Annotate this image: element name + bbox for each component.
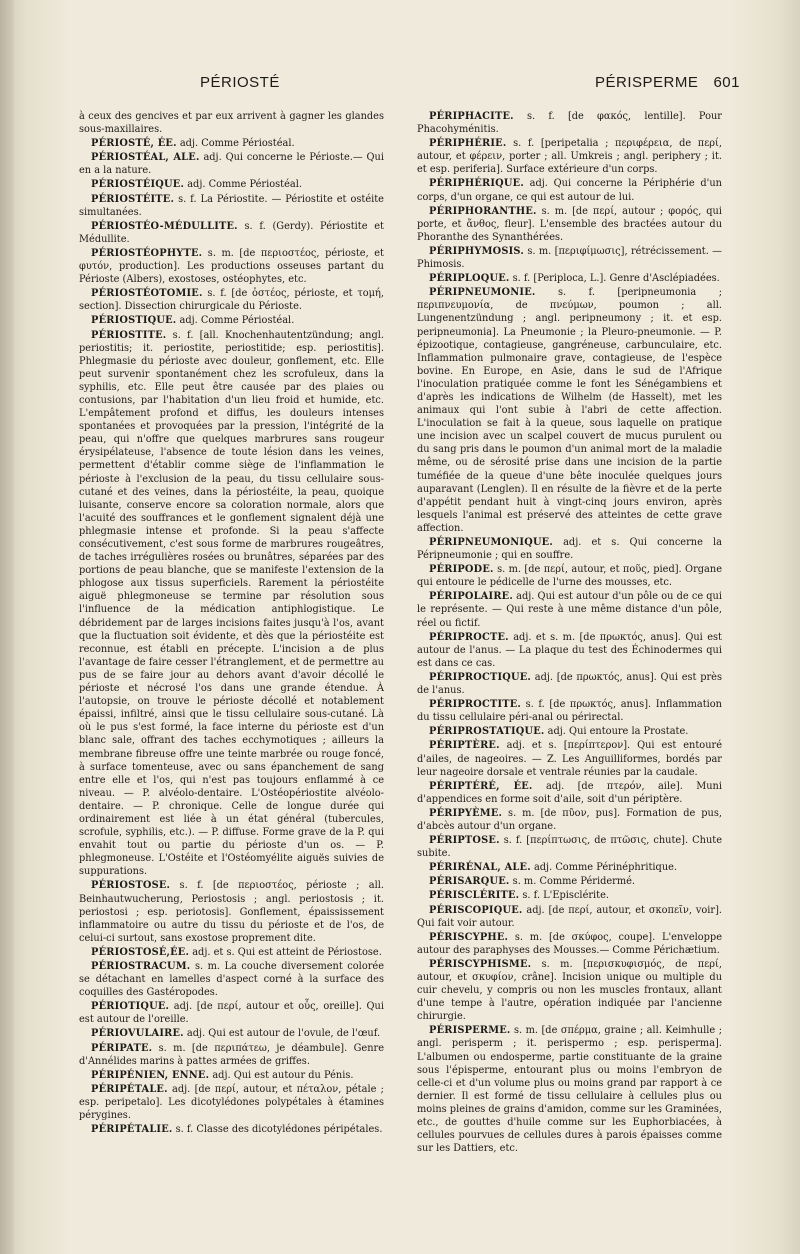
- entry-definition: s. f. [περίπτωσις, de πτῶσις, chute]. Chute subite.: [417, 835, 722, 860]
- entry-definition: adj. et s. m. [de πρωκτός, anus]. Qui est autour de l'anus. — La plaque du test des Échinodermes qui est dans ce cas.: [417, 631, 722, 669]
- entry-definition: adj. [de πτερόν, aile]. Muni d'appendices en forme soit d'aile, soit d'un périptère.: [417, 780, 722, 805]
- dictionary-entry: [417, 205, 722, 244]
- entry-definition: s. m. [de περί, autour, et ποῦς, pied]. Organe qui entoure le pédicelle de l'urne des mousses, etc.: [417, 564, 722, 589]
- entry-headword: PÉRIPYÈME.: [429, 807, 503, 819]
- dictionary-entry: [417, 834, 722, 860]
- entry-headword: PÉRIPROCTITE.: [429, 699, 522, 711]
- entry-headword: PÉRIOSTÉITE.: [91, 193, 175, 205]
- dictionary-entry: [79, 1042, 384, 1068]
- entry-headword: PÉRIPTÈRE.: [429, 740, 500, 752]
- entry-definition: s. f. L'Episclérite.: [522, 890, 610, 902]
- entry-headword: PÉRIPROCTE.: [429, 631, 509, 643]
- dictionary-entry: [417, 698, 722, 724]
- dictionary-entry: [79, 193, 384, 219]
- entry-headword: PÉRIPTÉRÉ, ÉE.: [429, 780, 533, 792]
- dictionary-entry: [417, 780, 722, 806]
- entry-definition: adj. [de περί, autour et οὖς, oreille]. Qui est autour de l'oreille.: [79, 1001, 384, 1026]
- entry-headword: PÉRIPOLAIRE.: [429, 591, 513, 603]
- entry-headword: PÉRIOSTIQUE.: [91, 315, 177, 327]
- dictionary-entry: [79, 314, 384, 327]
- entry-headword: PÉRIOSTÉAL, ALE.: [91, 152, 200, 164]
- dictionary-entry: [417, 739, 722, 778]
- entry-definition: adj. Comme Périnéphritique.: [533, 862, 678, 874]
- entry-definition: adj. et s. [περίπτερον]. Qui est entouré d'ailes, de nageoires. — Z. Les Anguilliformes, bordés par leur nageoire dorsale et ventrale réunies par la caudale.: [417, 740, 722, 778]
- dictionary-entry: [79, 287, 384, 313]
- entry-definition: adj. Qui est autour du Pénis.: [212, 1069, 354, 1081]
- entry-headword: PÉRIOSTÉ, ÉE.: [91, 138, 177, 150]
- dictionary-entry: [79, 137, 384, 150]
- entry-definition: s. f. [de περιοστέος, périoste ; all. Beinhautwucherung, Periostosis ; angl. periostosis ; it. periostosi ; esp. periotosis]. Gonflement, épaississement inflammatoire ou autre du tissu du périoste et de l'os, de celui-ci surtout, sans exostose proprement dite.: [79, 880, 384, 944]
- entry-definition: s. m. [περισκυφισμός, de περί, autour, et σκυφίον, crâne]. Incision unique ou multiple du cuir chevelu, y compris ou non les muscles frontaux, allant d'une tempe à l'autre, opération indiquée par l'ancienne chirurgie.: [417, 958, 722, 1023]
- dictionary-entry: [79, 329, 384, 879]
- entry-headword: PÉRIOSTÉO-MÉDULLITE.: [91, 220, 238, 232]
- left-running-head: PÉRIOSTÉ: [200, 74, 280, 91]
- entry-definition: s. m. [de σπέρμα, graine ; all. Keimhulle ; angl. perisperm ; it. perispermo ; esp. perisperma]. L'albumen ou endosperme, partie constituante de la graine sous l'épisperme, entourant plus ou moins l'embryon de celle-ci et d'un volume plus ou moins grand par rapport à ce dernier. Il est formé de tissu cellulaire à cellules plus ou moins pleines de grains d'amidon, comme sur les Graminées, etc., de gouttes d'huile comme sur les Euphorbiacées, à cellules pourvues de cellules dures à parois épaisses comme sur les Dattiers, etc.: [417, 1025, 722, 1155]
- dictionary-entry: [417, 272, 722, 285]
- entry-headword: PÉRIPATE.: [91, 1042, 153, 1054]
- entry-definition: adj. Qui concerne la Périphérie d'un corps, d'un organe, ce qui est autour de lui.: [417, 178, 722, 203]
- entry-definition: adj. Qui est autour d'un pôle ou de ce qui le représente. — Qui reste à une même distance d'un pôle, réel ou fictif.: [417, 591, 722, 629]
- entry-headword: PÉRIOSTÉIQUE.: [91, 179, 185, 191]
- entry-headword: PÉRISCLÉRITE.: [429, 890, 520, 902]
- dictionary-entry: [417, 671, 722, 697]
- dictionary-entry: [417, 631, 722, 670]
- running-header: [60, 74, 740, 96]
- dictionary-entry: [79, 1000, 384, 1026]
- entry-headword: PÉRIPHÉRIQUE.: [429, 178, 524, 190]
- entry-definition: adj. et s. Qui est atteint de Périostose.: [192, 946, 382, 958]
- entry-headword: PÉRIOSTRACUM.: [91, 961, 191, 972]
- entry-headword: PÉRIPLOQUE.: [429, 273, 510, 285]
- dictionary-entry: [417, 875, 722, 888]
- entry-definition: s. f. [peripetalia ; περιφέρεια, de περί, autour, et φέρειν, porter ; all. Umkreis ; angl. periphery ; it. et esp. periferia]. Surface extérieure d'un corps.: [417, 138, 722, 176]
- entry-definition: s. f. [de πρωκτός, anus]. Inflammation du tissu cellulaire péri-anal ou périrectal.: [417, 699, 722, 724]
- entry-headword: PÉRISCYPHISME.: [429, 958, 532, 970]
- entry-definition: à ceux des gencives et par eux arrivent à gagner les glandes sous-maxillaires.: [79, 111, 384, 136]
- dictionary-entry: [417, 110, 722, 136]
- dictionary-entry: [417, 889, 722, 902]
- entry-headword: PÉRISPERME.: [429, 1025, 511, 1037]
- entry-headword: PÉRIPÉNIEN, ENNE.: [91, 1069, 210, 1081]
- dictionary-entry: [417, 904, 722, 930]
- dictionary-entry: [417, 861, 722, 874]
- entry-headword: PÉRIPROSTATIQUE.: [429, 726, 545, 738]
- dictionary-entry: [79, 220, 384, 246]
- dictionary-entry: [79, 1069, 384, 1082]
- dictionary-entry: [417, 177, 722, 203]
- entry-definition: s. m. [de σκύφος, coupe]. L'enveloppe autour des paraphyses des Mousses.— Comme Périchætium.: [417, 931, 722, 956]
- dictionary-entry: [417, 725, 722, 738]
- dictionary-entry: [417, 245, 722, 271]
- entry-definition: adj. [de πρωκτός, anus]. Qui est près de l'anus.: [417, 671, 722, 697]
- entry-definition: s. m. Comme Péridermé.: [512, 876, 636, 888]
- entry-definition: adj. [de περί, autour, et πέταλον, pétale ; esp. peripetalo]. Les dicotylédones polypétales à étamines pérygines.: [79, 1083, 384, 1122]
- entry-headword: PÉRIPHORANTHE.: [429, 205, 537, 217]
- dictionary-entry: [417, 536, 722, 562]
- entry-definition: adj. et s. Qui concerne la Péripneumonie ; qui en souffre.: [417, 537, 722, 562]
- entry-definition: adj. Comme Périostéal.: [179, 138, 295, 150]
- page-number: 601: [713, 74, 740, 91]
- entry-headword: PÉRIPROCTIQUE.: [429, 671, 532, 683]
- dictionary-entry: [417, 807, 722, 833]
- dictionary-entry: [79, 247, 384, 286]
- entry-definition: s. f. [Periploca, L.]. Genre d'Asclépiadées.: [512, 273, 720, 285]
- entry-definition: s. m. [de περιοστέος, périoste, et φυτόν, production]. Les productions osseuses partant du Périoste (Albers), exostoses, ostéophytes, etc.: [79, 247, 384, 286]
- entry-headword: PÉRIPHÉRIE.: [429, 138, 507, 150]
- left-column: [79, 110, 384, 1140]
- dictionary-entry: [79, 1083, 384, 1122]
- entry-headword: PÉRIPHYMOSIS.: [429, 245, 524, 257]
- dictionary-entry: [79, 879, 384, 944]
- entry-definition: s. m. [περιφίμωσις], rétrécissement. — Phimosis.: [417, 245, 722, 271]
- right-running-head: PÉRISPERME: [595, 74, 699, 91]
- entry-definition: s. f. [peripneumonia ; περιπνευμονία, de πνεύμων, poumon ; all. Lungenentzündung ; angl. peripneumony ; it. et esp. peripneumonia]. La Pneumonie ; la Pleuro-pneumonie. — P. épizootique, contagieuse, gangréneuse, carbunculaire, etc. Inflammation pulmonaire grave, contagieuse, de l'espèce bovine. En Europe, en Asie, dans le sud de l'Afrique l'inoculation pratiquée comme le font les Sénégambiens et d'après les indications de Wilhelm (de Hasselt), met les animaux qui l'ont subie à l'abri de cette affection. L'inoculation se fait à la queue, sous laquelle on pratique une incision avec un scalpel couvert de mucus purulent ou du sang pris dans le poumon d'un animal mort de la maladie même, ou de sérosité prise dans une incision de la partie tuméfiée de la queue d'une bête inoculée quelques jours auparavant (Lenglen). Il en résulte de la fièvre et de la perte d'appétit pendant huit à vingt-cinq jours environ, après lesquels l'animal est préservé des atteintes de cette grave affection.: [417, 287, 722, 534]
- entry-definition: s. f. [all. Knochenhautentzündung; angl. periostitis; it. periostite, periostitide; esp. periostitis]. Phlegmasie du périoste avec douleur, gonflement, etc. Elle peut survenir spontanément chez les scrofuleux, dans la syphilis, etc. Elle peut être causée par des plaies ou contusions, par l'habitation d'un lieu froid et humide, etc. L'empâtement profond et diffus, les douleurs intenses spontanées et provoquées par la pression, l'intégrité de la peau, qui n'offre que quelques marbrures sans rougeur érysipélateuse, l'absence de toute lésion dans les veines, permettent d'établir comme siège de l'inflammation le périoste à l'exclusion de la peau, du tissu cellulaire sous-cutané et des veines, dans la périostéite, la peau, quoique luisante, conserve encore sa coloration normale, alors que l'acuité des souffrances et le gonflement signalent déjà une phlegmasie intense et profonde. Si la peau s'affecte consécutivement, c'est sous forme de marbrures rougeâtres, de taches irrégulières rosées ou brunâtres, séparées par des portions de peau blanche, que se manifeste l'extension de la phlogose aux tissus superficiels. Rarement la périostéite aiguë phlegmoneuse se termine par résolution sous l'influence de la médication antiphlogistique. Le débridement par de larges incisions faites jusqu'à l'os, avant que la fluctuation soit évidente, et dès que la périostéite est reconnue, est établi en précepte. L'incision a de plus l'avantage de faire cesser l'étranglement, et de permettre au pus de se faire jour au dehors avant d'avoir décollé le périoste et nécrosé l'os dans une grande étendue. À l'autopsie, on trouve le périoste décollé et notablement épaissi, infiltré, ainsi que le tissu cellulaire sous-cutané. Là où le pus s'est formé, la face interne du périoste est d'un blanc sale, offrant des taches ecchymotiques ; ailleurs la membrane fibreuse offre une teinte marbrée ou rouge foncé, à surface tomenteuse, avec ou sans épanchement de sang entre elle et l'os, qui n'est pas toujours enflammé à ce niveau. — P. alvéolo-dentaire. L'Ostéopériostite alvéolo-dentaire. — P. chronique. Celle de longue durée qui ordinairement est liée à un état général (tubercules, scrofule, syphilis, etc.). — P. diffuse. Forme grave de la P. qui envahit tout ou partie du périoste d'un os. — P. phlegmoneuse. L'Ostéite et l'Ostéomyélite aiguës suivies de suppurations.: [79, 329, 384, 878]
- dictionary-entry: [417, 590, 722, 629]
- entry-headword: PÉRIPHACITE.: [429, 111, 514, 122]
- dictionary-entry: [79, 1027, 384, 1040]
- entry-headword: PÉRIRÉNAL, ALE.: [429, 862, 531, 874]
- entry-headword: PÉRIOSTÉOPHYTE.: [91, 247, 203, 259]
- entry-definition: s. m. [de περιπάτεω, je déambule]. Genre d'Annélides marins à pattes armées de griffes.: [79, 1042, 384, 1067]
- entry-headword: PÉRISCOPIQUE.: [429, 904, 523, 916]
- entry-headword: PÉRIOSTOSE.: [91, 880, 171, 892]
- dictionary-entry: [417, 931, 722, 957]
- dictionary-entry: [417, 958, 722, 1023]
- dictionary-entry: [79, 178, 384, 191]
- entry-definition: s. m. [de περί, autour ; φορός, qui porte, et ἄνθος, fleur]. L'ensemble des bractées autour du Phoranthe des Synanthérées.: [417, 205, 722, 243]
- entry-headword: PÉRIPODE.: [429, 564, 494, 576]
- page-binding-shadow: [0, 0, 14, 1254]
- right-column: [417, 110, 722, 1155]
- dictionary-entry: [79, 946, 384, 959]
- entry-headword: PÉRIPTOSE.: [429, 835, 500, 847]
- entry-definition: adj. [de περί, autour, et σκοπεῖν, voir]. Qui fait voir autour.: [417, 904, 722, 929]
- entry-headword: PÉRISARQUE.: [429, 876, 510, 888]
- dictionary-entry: [417, 137, 722, 176]
- entry-definition: s. m. La couche diversement colorée se détachant en lamelles d'aspect corné à la surface des coquilles des Gastéropodes.: [79, 961, 384, 999]
- dictionary-entry: [79, 1123, 384, 1136]
- entry-headword: PÉRIOSTITE.: [91, 329, 167, 341]
- dictionary-entry: [79, 960, 384, 999]
- dictionary-entry: [79, 151, 384, 177]
- entry-definition: s. f. Classe des dicotylédones péripétales.: [175, 1124, 383, 1136]
- dictionary-entry: [417, 286, 722, 535]
- entry-definition: s. f. (Gerdy). Périostite et Médullite.: [79, 220, 384, 245]
- entry-headword: PÉRIPNEUMONIQUE.: [429, 537, 553, 548]
- entry-definition: s. f. La Périostite. — Périostite et ostéite simultanées.: [79, 193, 384, 218]
- entry-headword: PÉRIPNEUMONIE.: [429, 287, 536, 299]
- entry-definition: s. f. [de φακός, lentille]. Pour Phacohyménitis.: [417, 111, 722, 136]
- entry-definition: s. m. [de πῦον, pus]. Formation de pus, d'abcès autour d'un organe.: [417, 807, 722, 832]
- entry-definition: adj. Qui entoure la Prostate.: [547, 726, 689, 738]
- entry-definition: adj. Qui est autour de l'ovule, de l'œuf.: [186, 1028, 381, 1040]
- entry-headword: PÉRIPÉTALE.: [91, 1083, 168, 1095]
- dictionary-entry: [417, 563, 722, 589]
- entry-headword: PÉRIPÉTALIE.: [91, 1124, 173, 1136]
- entry-headword: PÉRIOVULAIRE.: [91, 1028, 184, 1040]
- entry-headword: PÉRIOSTOSÉ,ÉE.: [91, 946, 190, 958]
- entry-definition: adj. Comme Périostéal.: [187, 179, 302, 191]
- dictionary-entry: [79, 110, 384, 136]
- entry-definition: s. f. [de ὀστέος, périoste, et τομή, section]. Dissection chirurgicale du Périoste.: [79, 288, 384, 313]
- entry-headword: PÉRISCYPHE.: [429, 931, 509, 943]
- entry-definition: adj. Comme Périostéal.: [179, 315, 295, 327]
- entry-headword: PÉRIOSTÉOTOMIE.: [91, 288, 203, 300]
- entry-headword: PÉRIOTIQUE.: [91, 1001, 170, 1013]
- dictionary-entry: [417, 1024, 722, 1155]
- entry-definition: adj. Qui concerne le Périoste.— Qui en a la nature.: [79, 152, 384, 177]
